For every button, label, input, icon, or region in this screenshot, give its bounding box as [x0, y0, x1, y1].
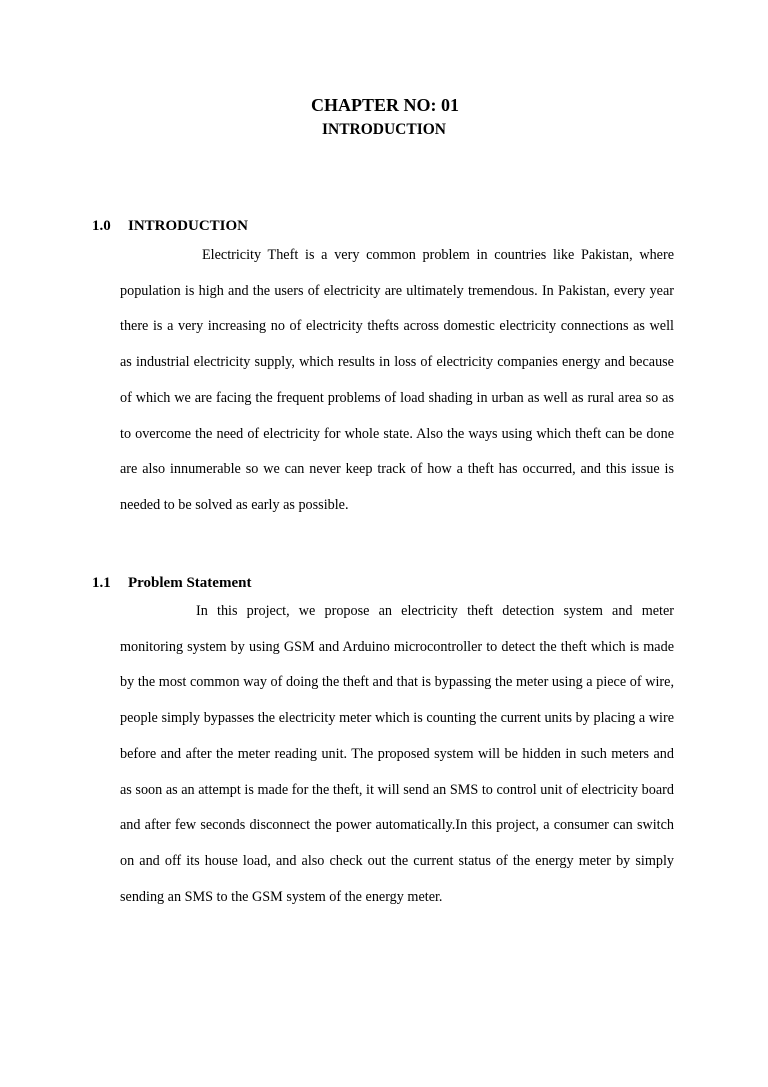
section-heading-problem — [92, 573, 251, 593]
section-heading-intro — [92, 216, 248, 236]
chapter-subtitle: INTRODUCTION — [321, 121, 446, 138]
section-title: INTRODUCTION — [128, 218, 249, 234]
chapter-title — [0, 94, 768, 116]
section-body-intro: Electricity Theft is a very common problem in countries like Pakistan, where population is high and the users of electricity are ultimately tremendous. In Pakistan, every year there is a very increasing no of electricity thefts across domestic electricity connections as well as industrial electricity supply, which results in loss of electricity companies energy and because of which we are facing the frequent problems of load shading in urban as well as rural area so as to overcome the need of electricity for whole state. Also the ways using which theft can be done are also innumerable so we can never keep track of how a theft has occurred, and this issue is needed to be solved as early as possible. — [120, 247, 674, 513]
section-title: Problem Statement — [128, 575, 252, 591]
chapter-title-text: CHAPTER NO: 01 — [311, 95, 459, 115]
section-body-problem: In this project, we propose an electricity theft detection system and meter monitoring system by using GSM and Arduino microcontroller to detect the theft which is made by the most common way of doing the theft and that is bypassing the meter using a piece of wire, people simply bypasses the electricity meter which is counting the current units by placing a wire before and after the meter reading unit. The proposed system will be hidden in such meters and as soon as an attempt is made for the theft, it will send an SMS to control unit of electricity board and after few seconds disconnect the power automatically.In this project, a consumer can switch on and off its house load, and also check out the current status of the energy meter by simply sending an SMS to the GSM system of the energy meter. — [120, 603, 674, 905]
section-number: 1.1 — [92, 575, 111, 591]
section-number: 1.0 — [92, 218, 111, 234]
